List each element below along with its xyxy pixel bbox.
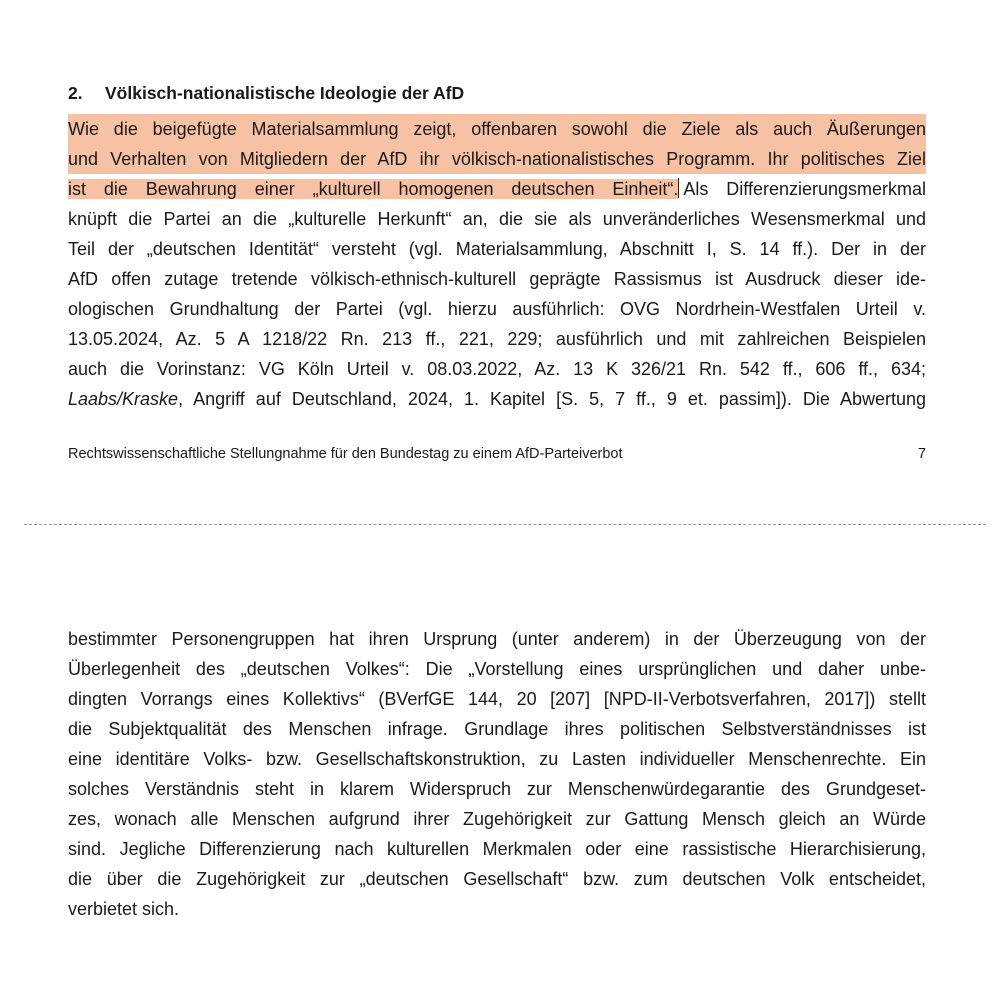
author-names: Laabs/Kraske	[68, 389, 179, 409]
paragraph-line: die Subjektqualität des Menschen infrage. Grundlage ihres politischen Selbstverständnisses ist	[68, 719, 926, 739]
paragraph-line-last: verbietet sich.	[68, 899, 180, 919]
footer-text: Rechtswissenschaftliche Stellungnahme für den Bundestag zu einem AfD-Parteiverbot	[68, 446, 623, 462]
page-break-separator	[24, 524, 986, 525]
section-number: 2.	[68, 83, 83, 103]
paragraph-line: 13.05.2024, Az. 5 A 1218/22 Rn. 213 ff., 221, 229; ausführlich und mit zahlreichen Beispielen	[68, 329, 926, 349]
paragraph-line: die über die Zugehörigkeit zur „deutschen Gesellschaft“ bzw. zum deutschen Volk entscheidet,	[68, 869, 926, 889]
page-number: 7	[917, 446, 926, 462]
page-footer	[68, 444, 926, 464]
document-page-bottom	[68, 624, 926, 924]
paragraph-line: AfD offen zutage tretende völkisch-ethnisch-kulturell geprägte Rassismus ist Ausdruck dieser ide-	[68, 269, 926, 289]
paragraph-line: zes, wonach alle Menschen aufgrund ihrer Zugehörigkeit zur Gattung Mensch gleich an Würde	[68, 809, 926, 829]
section-heading	[68, 80, 926, 106]
paragraph-line: ologischen Grundhaltung der Partei (vgl. hierzu ausführlich: OVG Nordrhein-Westfalen Urteil v.	[68, 299, 926, 319]
paragraph-line-highlighted[interactable]: Wie die beigefügte Materialsammlung zeigt, offenbaren sowohl die Ziele als auch Äußerungen	[68, 114, 926, 144]
paragraph-line: Überlegenheit des „deutschen Volkes“: Die „Vorstellung eines ursprünglichen und daher unbe-	[68, 659, 926, 679]
paragraph-line	[68, 384, 926, 414]
paragraph-line: dingten Vorrangs eines Kollektivs“ (BVerfGE 144, 20 [207] [NPD-II-Verbotsverfahren, 2017]) stellt	[68, 689, 926, 709]
paragraph-line: auch die Vorinstanz: VG Köln Urteil v. 08.03.2022, Az. 13 K 326/21 Rn. 542 ff., 606 ff., 634;	[68, 359, 926, 379]
paragraph-line-mixed[interactable]	[68, 174, 926, 204]
section-title: Völkisch-nationalistische Ideologie der AfD	[105, 83, 465, 103]
paragraph-text: , Angriff auf Deutschland, 2024, 1. Kapitel [S. 5, 7 ff., 9 et. passim]). Die Abwertung	[178, 389, 926, 409]
text-cursor	[678, 178, 679, 198]
paragraph-line: knüpft die Partei an die „kulturelle Herkunft“ an, die sie als unveränderliches Wesensmerkmal und	[68, 209, 926, 229]
paragraph-line: bestimmter Personengruppen hat ihren Ursprung (unter anderem) in der Überzeugung von der	[68, 629, 926, 649]
paragraph-line: Teil der „deutschen Identität“ versteht (vgl. Materialsammlung, Abschnitt I, S. 14 ff.). Der in der	[68, 239, 926, 259]
document-page-top	[68, 80, 926, 414]
paragraph-line: eine identitäre Volks- bzw. Gesellschaftskonstruktion, zu Lasten individueller Menschenrechte. Ein	[68, 749, 926, 769]
paragraph-line: sind. Jegliche Differenzierung nach kulturellen Merkmalen oder eine rassistische Hierarchisierung,	[68, 839, 926, 859]
highlighted-text[interactable]: ist die Bewahrung einer „kulturell homogenen deutschen Einheit“.	[68, 179, 679, 199]
paragraph-line: solches Verständnis steht in klarem Widerspruch zur Menschenwürdegarantie des Grundgeset-	[68, 779, 926, 799]
paragraph-line-highlighted[interactable]: und Verhalten von Mitgliedern der AfD ihr völkisch-nationalistisches Programm. Ihr politisches Ziel	[68, 144, 926, 174]
paragraph-text: Als Differenzierungsmerkmal	[683, 179, 926, 199]
